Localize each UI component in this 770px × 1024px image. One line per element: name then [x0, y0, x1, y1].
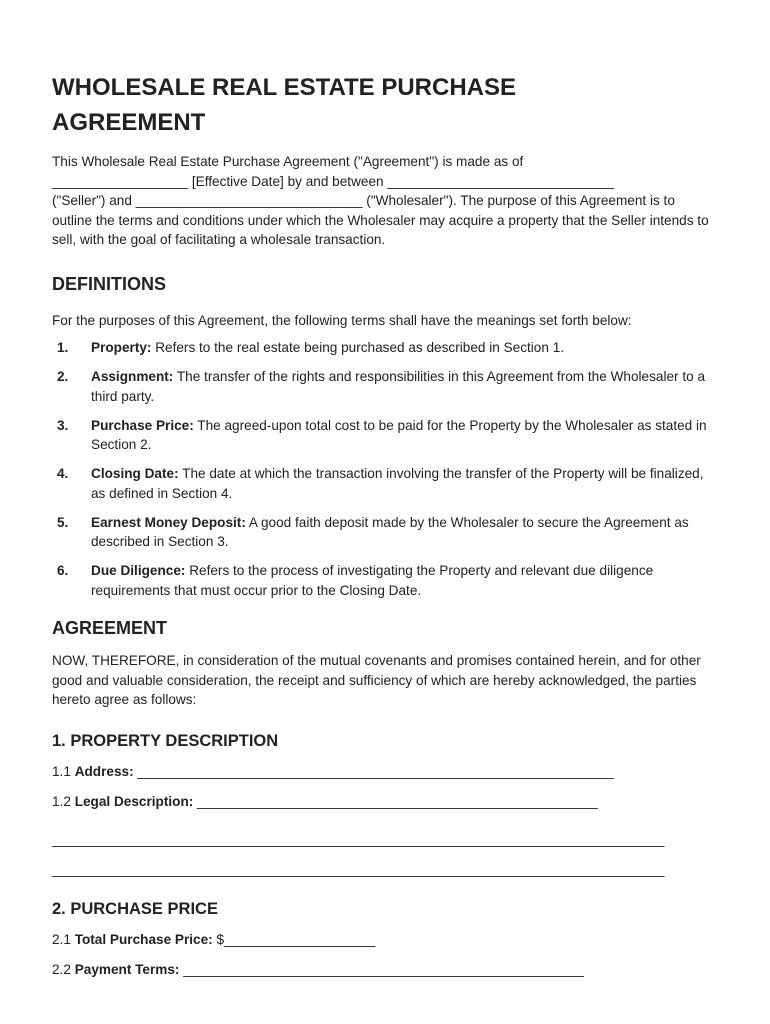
total-purchase-price-field [52, 930, 710, 950]
legal-description-blank[interactable]: _____________________________________________________ [193, 794, 598, 809]
definition-text: A good faith deposit made by the Wholesaler to secure the Agreement as described in Section 3. [91, 514, 689, 549]
address-number: 1.1 [52, 763, 75, 779]
payment-terms-label: Payment Terms: [74, 962, 180, 977]
definition-item [52, 416, 710, 455]
total-price-label: Total Purchase Price: [74, 931, 213, 947]
total-price-blank[interactable]: $____________________ [212, 931, 376, 947]
seller-name-blank[interactable]: ______________________________ [387, 173, 615, 189]
legal-description-field [52, 792, 710, 812]
legal-description-label: Legal Description: [74, 794, 194, 809]
intro-text-4: ("Wholesaler"). The purpose of this Agreement is to outline the terms and conditions under which the Wholesaler may acquire a property that the Seller intends to sell, with the goal of facilitating a wholesale transaction. [52, 193, 709, 247]
purchase-price-heading: 2. PURCHASE PRICE [52, 899, 218, 918]
definition-item [52, 561, 710, 600]
legal-description-line-1[interactable]: _________________________________________________________________________________ [52, 831, 665, 847]
agreement-heading: AGREEMENT [52, 618, 168, 638]
definition-text: Refers to the real estate being purchased as described in Section 1. [151, 340, 565, 355]
wholesaler-name-blank[interactable]: ______________________________ [135, 193, 363, 208]
agreement-paragraph: NOW, THEREFORE, in consideration of the mutual covenants and promises contained herein, and for other good and valuable consideration, the receipt and sufficiency of which are hereby acknowledged, the parties hereto agree as follows: [52, 653, 701, 707]
definitions-heading: DEFINITIONS [52, 273, 167, 294]
definition-number: 3. [57, 417, 69, 433]
intro-paragraph [52, 152, 710, 250]
address-label: Address: [74, 763, 134, 779]
payment-terms-blank[interactable]: _____________________________________________________ [179, 962, 584, 977]
definition-number: 2. [57, 369, 69, 384]
definition-item [52, 338, 710, 358]
intro-text-3: ("Seller") and [52, 193, 136, 208]
definition-item [52, 464, 710, 503]
definition-text: The agreed-upon total cost to be paid for the Property by the Wholesaler as stated in Section 2. [91, 417, 707, 452]
intro-text-1: This Wholesale Real Estate Purchase Agreement ("Agreement") is made as of [52, 154, 524, 169]
payment-terms-field [52, 960, 710, 980]
definition-number: 6. [57, 563, 69, 578]
definition-term: Property: [91, 340, 152, 355]
document-title: WHOLESALE REAL ESTATE PURCHASE AGREEMENT [52, 74, 517, 136]
definition-number: 5. [57, 514, 69, 530]
total-price-number: 2.1 [52, 931, 75, 947]
legal-description-line-2[interactable]: _________________________________________________________________________________ [52, 862, 665, 877]
definition-number: 4. [57, 466, 69, 481]
legal-description-number: 1.2 [52, 794, 75, 809]
address-blank[interactable]: _______________________________________________________________ [133, 763, 614, 779]
definition-item [52, 513, 710, 552]
definition-term: Closing Date: [91, 466, 179, 481]
payment-terms-number: 2.2 [52, 962, 75, 977]
definitions-lead: For the purposes of this Agreement, the following terms shall have the meanings set forth below: [52, 312, 632, 328]
definition-text: Refers to the process of investigating the Property and relevant due diligence requirements that must occur prior to the Closing Date. [91, 563, 654, 598]
definition-term: Earnest Money Deposit: [91, 514, 246, 530]
definition-number: 1. [57, 340, 69, 355]
definitions-list [52, 338, 710, 600]
definition-term: Assignment: [91, 369, 174, 384]
property-description-heading: 1. PROPERTY DESCRIPTION [52, 731, 279, 750]
definition-text: The date at which the transaction involving the transfer of the Property will be finalized, as defined in Section 4. [91, 466, 704, 501]
definition-item [52, 367, 710, 406]
effective-date-blank[interactable]: __________________ [52, 173, 189, 189]
intro-text-2: [Effective Date] by and between [188, 173, 388, 189]
definition-term: Purchase Price: [91, 417, 194, 433]
definition-term: Due Diligence: [91, 563, 186, 578]
address-field [52, 762, 710, 782]
definition-text: The transfer of the rights and responsibilities in this Agreement from the Wholesaler to a third party. [91, 369, 706, 404]
